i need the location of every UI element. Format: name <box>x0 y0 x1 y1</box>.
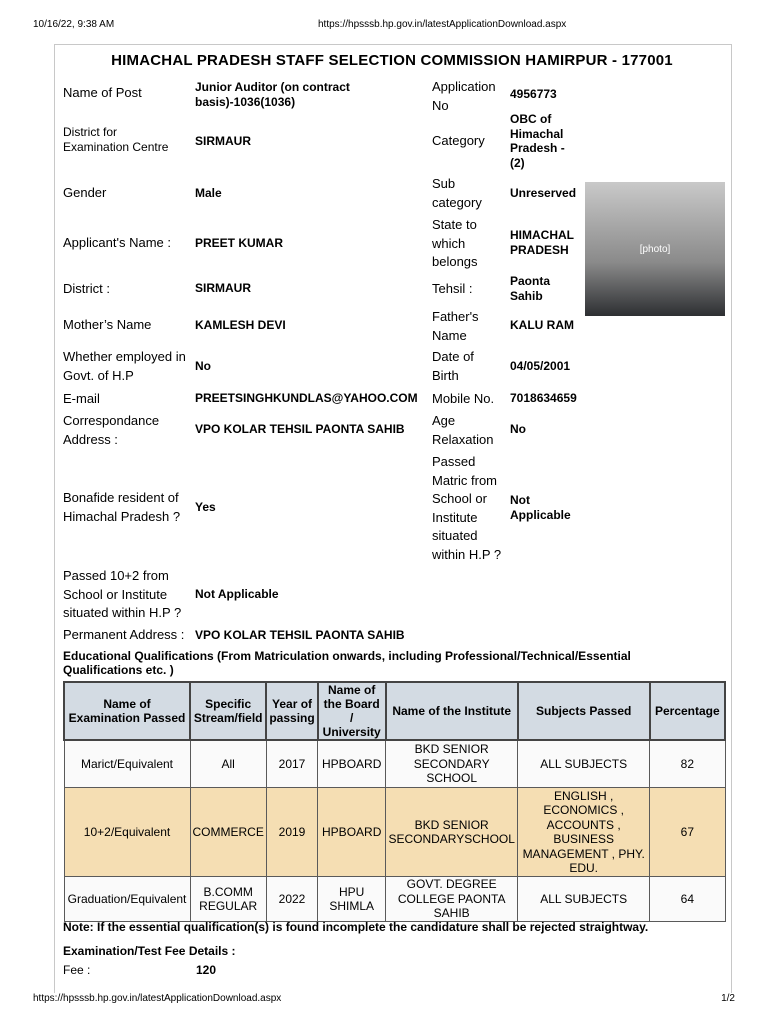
applicant-name-label: Applicant's Name : <box>63 235 171 250</box>
district-exam-value: SIRMAUR <box>195 134 251 148</box>
mother-name-value: KAMLESH DEVI <box>195 318 286 332</box>
category-label: Category <box>432 133 485 148</box>
table-row <box>64 877 725 922</box>
cell-percentage: 67 <box>650 788 725 877</box>
cell-percentage: 64 <box>650 877 725 922</box>
cell-exam: Marict/Equivalent <box>64 740 190 788</box>
footer-url: https://hpsssb.hp.gov.in/latestApplicationDownload.aspx <box>33 993 282 1004</box>
email-label: E-mail <box>63 391 100 406</box>
print-url: https://hpsssb.hp.gov.in/latestApplicationDownload.aspx <box>318 19 567 30</box>
dob-value: 04/05/2001 <box>510 359 571 373</box>
district-exam-label: District for Examination Centre <box>63 125 169 154</box>
qualifications-table <box>63 681 726 922</box>
photo-placeholder-text: [photo] <box>639 243 671 255</box>
state-label: State to which belongs <box>432 217 478 269</box>
plus2-hp-value: Not Applicable <box>195 587 279 601</box>
father-name-value: KALU RAM <box>510 318 574 332</box>
sub-category-label: Sub category <box>432 176 482 210</box>
cell-subjects: ALL SUBJECTS <box>518 877 650 922</box>
bonafide-value: Yes <box>195 500 216 514</box>
cell-institute: BKD SENIOR SECONDARY SCHOOL <box>386 740 518 788</box>
cell-stream: COMMERCE <box>190 788 266 877</box>
state-value: HIMACHAL PRADESH <box>510 228 574 257</box>
mobile-value: 7018634659 <box>510 391 577 405</box>
cell-institute: GOVT. DEGREE COLLEGE PAONTA SAHIB <box>386 877 518 922</box>
permanent-address-value: VPO KOLAR TEHSIL PAONTA SAHIB <box>195 628 405 642</box>
page-title: HIMACHAL PRADESH STAFF SELECTION COMMISSION HAMIRPUR - 177001 <box>111 52 673 69</box>
cell-stream: All <box>190 740 266 788</box>
gender-value: Male <box>195 186 222 200</box>
cell-subjects: ALL SUBJECTS <box>518 740 650 788</box>
fee-label: Fee : <box>63 963 91 977</box>
matric-hp-value: Not Applicable <box>510 493 571 522</box>
permanent-address-label: Permanent Address : <box>63 627 185 642</box>
fee-heading: Examination/Test Fee Details : <box>63 944 236 958</box>
district-value: SIRMAUR <box>195 281 251 295</box>
table-row <box>64 740 725 788</box>
col-exam: Name of Examination Passed <box>64 682 190 740</box>
col-year: Year of passing <box>266 682 317 740</box>
cell-year: 2022 <box>266 877 317 922</box>
mobile-label: Mobile No. <box>432 391 495 406</box>
col-subjects: Subjects Passed <box>518 682 650 740</box>
govt-employed-value: No <box>195 359 211 373</box>
cell-stream: B.COMM REGULAR <box>190 877 266 922</box>
education-heading: Educational Qualifications (From Matriculation onwards, including Professional/Technical/Essential Qualifications etc. ) <box>63 649 631 677</box>
browser-print-header <box>33 19 735 33</box>
bonafide-label: Bonafide resident of Himachal Pradesh ? <box>63 490 181 524</box>
cell-year: 2019 <box>266 788 317 877</box>
rejection-note: Note: If the essential qualification(s) is found incomplete the candidature shall be rejected straightway. <box>63 920 649 934</box>
application-no-value: 4956773 <box>510 87 557 101</box>
post-label: Name of Post <box>63 85 142 100</box>
cell-subjects: ENGLISH , ECONOMICS , ACCOUNTS , BUSINESS MANAGEMENT , PHY. EDU. <box>518 788 650 877</box>
post-value: Junior Auditor (on contract basis)-1036(1036) <box>195 80 350 109</box>
category-value: OBC of Himachal Pradesh - (2) <box>510 112 565 170</box>
age-relaxation-label: Age Relaxation <box>432 413 494 447</box>
mother-name-label: Mother’s Name <box>63 317 152 332</box>
table-row <box>64 788 725 877</box>
age-relaxation-value: No <box>510 422 526 436</box>
cell-exam: Graduation/Equivalent <box>64 877 190 922</box>
cell-board: HPBOARD <box>318 788 386 877</box>
table-header-row <box>64 682 725 740</box>
cell-institute: BKD SENIOR SECONDARYSCHOOL <box>386 788 518 877</box>
correspondence-address-value: VPO KOLAR TEHSIL PAONTA SAHIB <box>195 422 405 436</box>
browser-print-footer <box>33 993 735 1007</box>
cell-board: HPBOARD <box>318 740 386 788</box>
correspondence-address-label: Correspondance Address : <box>63 413 160 447</box>
cell-exam: 10+2/Equivalent <box>64 788 190 877</box>
col-percentage: Percentage <box>650 682 725 740</box>
col-board: Name of the Board / University <box>318 682 386 740</box>
gender-label: Gender <box>63 185 107 200</box>
sub-category-value: Unreserved <box>510 186 577 200</box>
col-stream: Specific Stream/field <box>190 682 266 740</box>
tehsil-label: Tehsil : <box>432 281 473 296</box>
cell-percentage: 82 <box>650 740 725 788</box>
govt-employed-label: Whether employed in Govt. of H.P <box>63 349 186 383</box>
application-no-label: Application No <box>432 79 496 113</box>
print-datetime: 10/16/22, 9:38 AM <box>33 19 115 30</box>
fee-value: 120 <box>196 963 217 977</box>
cell-year: 2017 <box>266 740 317 788</box>
cell-board: HPU SHIMLA <box>318 877 386 922</box>
dob-label: Date of Birth <box>432 349 474 383</box>
applicant-name-value: PREET KUMAR <box>195 236 284 250</box>
col-institute: Name of the Institute <box>386 682 518 740</box>
district-label: District : <box>63 281 110 296</box>
matric-hp-label: Passed Matric from School or Institute situated within H.P ? <box>432 454 502 562</box>
plus2-hp-label: Passed 10+2 from School or Institute situated within H.P ? <box>63 568 182 620</box>
email-value: PREETSINGHKUNDLAS@YAHOO.COM <box>195 391 418 405</box>
page-number: 1/2 <box>721 993 735 1004</box>
applicant-photo <box>585 182 725 316</box>
father-name-label: Father's Name <box>432 309 479 343</box>
tehsil-value: Paonta Sahib <box>510 274 551 303</box>
